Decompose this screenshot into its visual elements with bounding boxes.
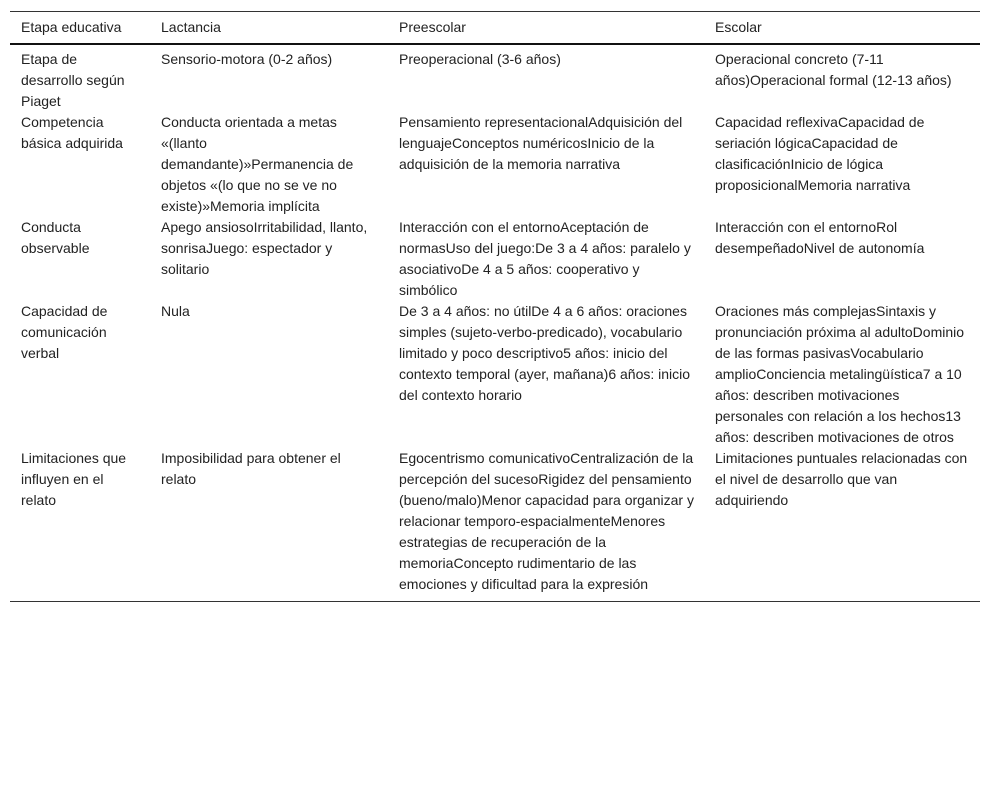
table-cell: Oraciones más complejasSintaxis y pronunciación próxima al adultoDominio de las formas pasivasVocabulario amplioConciencia metalingüística7 a 10 años: describen motivaciones personales con relación a los hechos13 años: describen motivaciones de otros	[715, 303, 965, 445]
table-cell: Egocentrismo comunicativoCentralización de la percepción del sucesoRigidez del pensamiento (bueno/malo)Menor capacidad para organizar y relacionar temporo-espacialmenteMenores estrategias de recuperación de la memoriaConcepto rudimentario de las emociones y dificultad para la expresión	[399, 450, 694, 592]
table-cell: Apego ansiosoIrritabilidad, llanto, sonrisaJuego: espectador y solitario	[161, 219, 368, 277]
table-row	[10, 448, 980, 602]
header-cell: Escolar	[715, 19, 762, 35]
header-cell: Etapa educativa	[21, 19, 122, 35]
table-cell: Nula	[161, 303, 190, 319]
table-cell: Sensorio-motora (0-2 años)	[161, 51, 333, 67]
table-header-row	[10, 12, 980, 45]
table-row	[10, 44, 980, 112]
table-cell: Interacción con el entornoRol desempeñadoNivel de autonomía	[715, 219, 925, 256]
piaget-stages-table	[10, 11, 980, 602]
row-label: Limitaciones que influyen en el relato	[21, 450, 127, 508]
table-cell: Operacional concreto (7-11 años)Operacional formal (12-13 años)	[715, 51, 952, 88]
table-row	[10, 301, 980, 448]
table-row	[10, 112, 980, 217]
table-cell: De 3 a 4 años: no útilDe 4 a 6 años: oraciones simples (sujeto-verbo-predicado), vocabulario limitado y poco descriptivo5 años: inicio del contexto temporal (ayer, mañana)6 años: inicio del contexto horario	[399, 303, 691, 403]
table-cell: Limitaciones puntuales relacionadas con el nivel de desarrollo que van adquiriendo	[715, 450, 968, 508]
table-cell: Capacidad reflexivaCapacidad de seriación lógicaCapacidad de clasificaciónInicio de lógica proposicionalMemoria narrativa	[715, 114, 925, 193]
row-label: Competencia básica adquirida	[21, 114, 123, 151]
table-row	[10, 217, 980, 301]
row-label: Etapa de desarrollo según Piaget	[21, 51, 125, 109]
header-cell: Preescolar	[399, 19, 466, 35]
table-cell: Conducta orientada a metas «(llanto demandante)»Permanencia de objetos «(lo que no se ve no existe)»Memoria implícita	[161, 114, 354, 214]
row-label: Conducta observable	[21, 219, 90, 256]
table-cell: Preoperacional (3-6 años)	[399, 51, 561, 67]
table-cell: Imposibilidad para obtener el relato	[161, 450, 341, 487]
row-label: Capacidad de comunicación verbal	[21, 303, 108, 361]
table-cell: Interacción con el entornoAceptación de normasUso del juego:De 3 a 4 años: paralelo y asociativoDe 4 a 5 años: cooperativo y simbólico	[399, 219, 691, 298]
table-cell: Pensamiento representacionalAdquisición del lenguajeConceptos numéricosInicio de la adquisición de la memoria narrativa	[399, 114, 683, 172]
header-cell: Lactancia	[161, 19, 221, 35]
